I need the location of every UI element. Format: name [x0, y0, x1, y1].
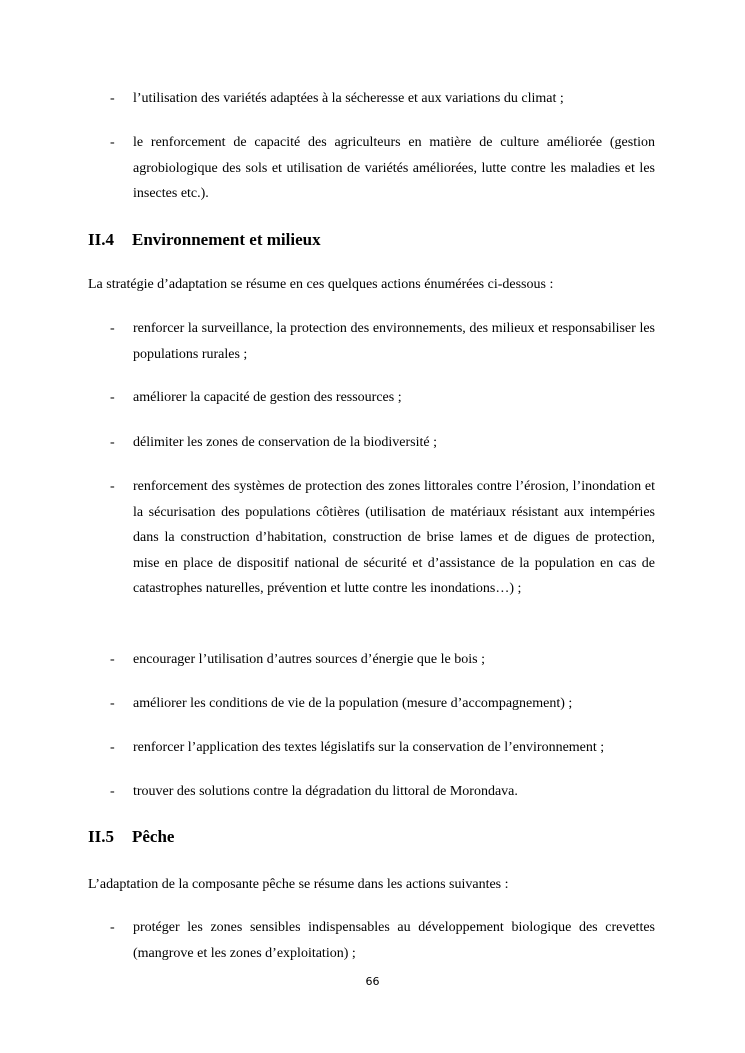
section-number: II.5 — [88, 827, 114, 846]
list-item — [88, 130, 655, 207]
list-item-text: le renforcement de capacité des agriculteurs en matière de culture améliorée (gestion agrobiologique des sols et utilisation de variétés améliorées, lutte contre les maladies et les insectes etc.). — [133, 135, 655, 201]
list-item — [88, 915, 655, 966]
bullet-marker: - — [110, 135, 115, 150]
list-item-text: l’utilisation des variétés adaptées à la sécheresse et aux variations du climat ; — [133, 91, 564, 106]
list-item — [88, 316, 655, 367]
page-number: 66 — [365, 975, 380, 988]
section-heading-2-5 — [88, 825, 655, 849]
bullet-marker: - — [110, 784, 115, 799]
list-item-text: renforcer l’application des textes législatifs sur la conservation de l’environnement ; — [133, 740, 605, 755]
section-number: II.4 — [88, 230, 114, 249]
section-title: Environnement et milieux — [132, 230, 321, 249]
bullet-marker: - — [110, 652, 115, 667]
list-item-text: améliorer la capacité de gestion des ressources ; — [133, 390, 402, 405]
bullet-marker: - — [110, 479, 115, 494]
section-intro: L’adaptation de la composante pêche se résume dans les actions suivantes : — [88, 877, 509, 892]
list-item-text: renforcement des systèmes de protection des zones littorales contre l’érosion, l’inondation et la sécurisation des populations côtières (utilisation de matériaux résistant aux intempéries dans la construction d’habitation, construction de brise lames et de digues de protection, mise en place de dispositif national de sécurité et d’assistance de la population en cas de catastrophes naturelles, prévention et lutte contre les inondations…) ; — [133, 479, 655, 596]
list-item — [88, 474, 655, 602]
list-item-text: améliorer les conditions de vie de la population (mesure d’accompagnement) ; — [133, 696, 573, 711]
section-intro: La stratégie d’adaptation se résume en ces quelques actions énumérées ci-dessous : — [88, 277, 554, 292]
section-title: Pêche — [132, 827, 175, 846]
list-item-text: encourager l’utilisation d’autres sources d’énergie que le bois ; — [133, 652, 485, 667]
list-item — [88, 86, 655, 112]
list-item — [88, 779, 655, 805]
list-item — [88, 735, 655, 761]
list-item — [88, 647, 655, 673]
bullet-marker: - — [110, 435, 115, 450]
list-item-text: renforcer la surveillance, la protection des environnements, des milieux et responsabiliser les populations rurales ; — [133, 321, 655, 362]
bullet-marker: - — [110, 920, 115, 935]
list-item-text: protéger les zones sensibles indispensables au développement biologique des crevettes (mangrove et les zones d’exploitation) ; — [133, 920, 655, 961]
bullet-marker: - — [110, 321, 115, 336]
bullet-marker: - — [110, 91, 115, 106]
bullet-marker: - — [110, 740, 115, 755]
list-item — [88, 430, 655, 456]
list-item — [88, 691, 655, 717]
list-item-text: trouver des solutions contre la dégradation du littoral de Morondava. — [133, 784, 518, 799]
section-heading-2-4 — [88, 228, 655, 252]
list-item-text: délimiter les zones de conservation de la biodiversité ; — [133, 435, 438, 450]
bullet-marker: - — [110, 696, 115, 711]
list-item — [88, 385, 655, 411]
bullet-marker: - — [110, 390, 115, 405]
